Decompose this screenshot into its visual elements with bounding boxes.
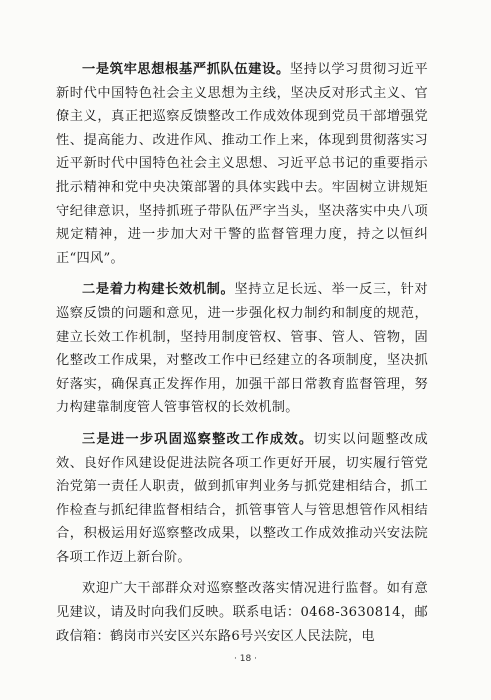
document-body — [56, 58, 428, 648]
paragraph-4-body: 欢迎广大干部群众对巡察整改落实情况进行监督。如有意见建议，请及时向我们反映。联系电话：0468-3630814，邮政信箱：鹤岗市兴安区兴东路6号兴安区人民法院，电 — [56, 581, 428, 644]
page-number: · 18 · — [234, 654, 257, 664]
paragraph-3-heading: 三是进一步巩固巡察整改工作成效。 — [82, 431, 314, 447]
paragraph-2-body: 坚持立足长远、举一反三，针对巡察反馈的问题和意见，进一步强化权力制约和制度的规范，建立长效工作机制，坚持用制度管权、管事、管人、管物，固化整改工作成果，对整改工作中已经建立的各项制度，坚决抓好落实，确保真正发挥作用，加强干部日常教育监督管理，努力构建靠制度管人管事管权的长效机制。 — [56, 282, 428, 416]
paragraph-3 — [56, 428, 428, 570]
paragraph-2-heading: 二是着力构建长效机制。 — [82, 282, 235, 298]
paragraph-4 — [56, 577, 428, 648]
paragraph-1 — [56, 58, 428, 270]
paragraph-2 — [56, 278, 428, 420]
paragraph-1-body: 坚持以学习贯彻习近平新时代中国特色社会主义思想为主线，坚决反对形式主义、官僚主义，真正把巡察反馈整改工作成效体现到党员干部增强党性、提高能力、改进作风、推动工作上来，体现到贯彻落实习近平新时代中国特色社会主义思想、习近平总书记的重要指示批示精神和党中央决策部署的具体实践中去。牢固树立讲规矩守纪律意识，坚持抓班子带队伍严字当头，坚决落实中央八项规定精神，进一步加大对干警的监督管理力度，持之以恒纠正“四风”。 — [56, 62, 429, 266]
paragraph-1-heading: 一是筑牢思想根基严抓队伍建设。 — [82, 62, 290, 77]
paragraph-3-body: 切实以问题整改成效、良好作风建设促进法院各项工作更好开展，切实履行管党治党第一责任人职责，做到抓审判业务与抓党建相结合，抓工作检查与抓纪律监督相结合，抓管事管人与管思想管作风相结合，积极运用好巡察整改成果，以整改工作成效推动兴安法院各项工作迈上新台阶。 — [56, 431, 428, 565]
